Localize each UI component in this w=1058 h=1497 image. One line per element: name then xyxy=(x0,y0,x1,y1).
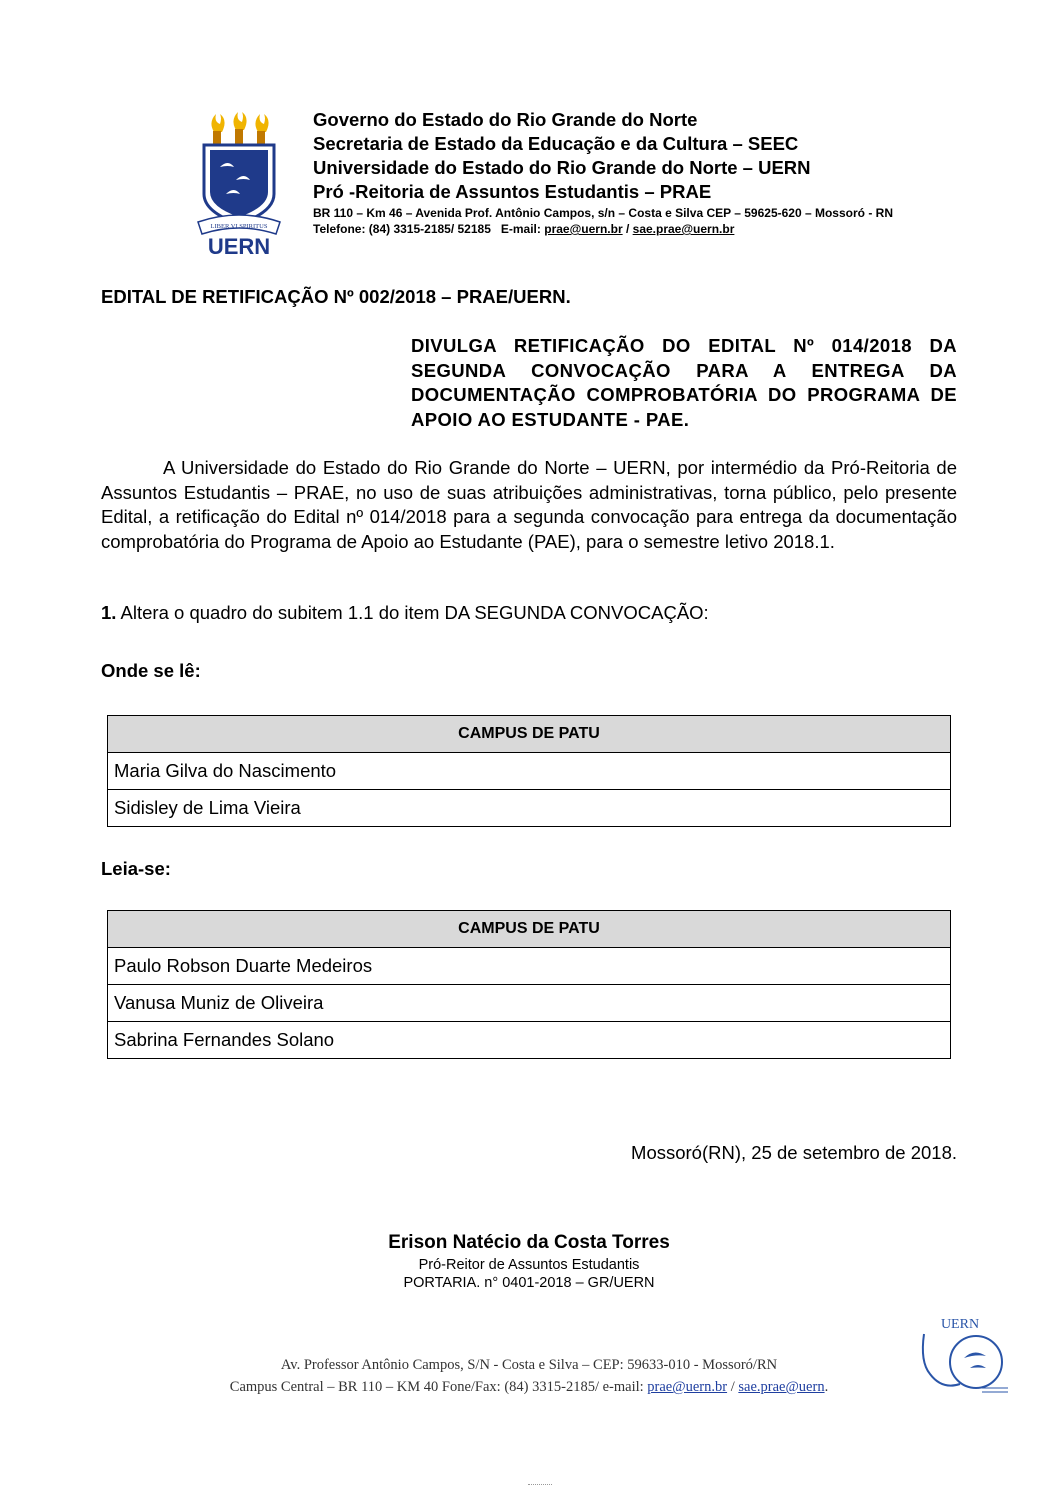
footer-email-link-2[interactable]: sae.prae@uern xyxy=(738,1379,825,1395)
body-paragraph xyxy=(101,456,957,554)
footer-period: . xyxy=(824,1379,829,1395)
signatory-role: Pró-Reitor de Assuntos Estudantis xyxy=(418,1257,640,1273)
uern-50-years-seal xyxy=(912,1314,1016,1398)
table-cell: Sidisley de Lima Vieira xyxy=(108,790,951,827)
date-line: Mossoró(RN), 25 de setembro de 2018. xyxy=(631,1142,957,1163)
table-row xyxy=(108,790,951,827)
edital-title: EDITAL DE RETIFICAÇÃO Nº 002/2018 – PRAE/UERN. xyxy=(101,286,571,307)
table-header: CAMPUS DE PATU xyxy=(108,911,951,948)
table-row xyxy=(108,1022,951,1059)
footer-email-link[interactable]: prae@uern.br xyxy=(647,1379,728,1395)
table-cell: Paulo Robson Duarte Medeiros xyxy=(108,948,951,985)
header-address: BR 110 – Km 46 – Avenida Prof. Antônio Campos, s/n – Costa e Silva CEP – 59625-620 – Mossoró - RN xyxy=(313,206,893,220)
item-1-number: 1. xyxy=(101,602,117,623)
signatory-name: Erison Natécio da Costa Torres xyxy=(388,1232,670,1253)
item-1 xyxy=(101,602,709,624)
footer-contact-text: Campus Central – BR 110 – KM 40 Fone/Fax: (84) 3315-2185/ e-mail: xyxy=(229,1379,648,1395)
item-1-text: Altera o quadro do subitem 1.1 do item DA SEGUNDA CONVOCAÇÃO: xyxy=(116,602,709,623)
signatory-portaria: PORTARIA. n° 0401-2018 – GR/UERN xyxy=(403,1275,655,1291)
body-paragraph-text: A Universidade do Estado do Rio Grande do Norte – UERN, por intermédio da Pró-Reitoria de Assuntos Estudantis – PRAE, no uso de suas atribuições administrativas, torna público, pelo presente Edital, a retificação do Edital nº 014/2018 para a segunda convocação para entrega da documentação comprobatória do Programa de Apoio ao Estudante (PAE), para o semestre letivo 2018.1. xyxy=(101,457,957,552)
table-cell: Vanusa Muniz de Oliveira xyxy=(108,985,951,1022)
bird-icon xyxy=(964,1352,986,1368)
header-government: Governo do Estado do Rio Grande do Norte xyxy=(313,109,698,130)
header-email-link[interactable]: prae@uern.br xyxy=(544,222,623,236)
table-row xyxy=(108,753,951,790)
table-row xyxy=(108,985,951,1022)
page-marker xyxy=(528,1484,552,1491)
torch-icon xyxy=(255,114,268,145)
edital-summary: DIVULGA RETIFICAÇÃO DO EDITAL Nº 014/2018 DA SEGUNDA CONVOCAÇÃO PARA A ENTREGA DA DOCUMENTAÇÃO COMPROBATÓRIA DO PROGRAMA DE APOIO AO ESTUDANTE - PAE. xyxy=(411,335,957,430)
header-email-separator: / xyxy=(622,222,633,236)
footer-address: Av. Professor Antônio Campos, S/N - Costa e Silva – CEP: 59633-010 - Mossoró/RN xyxy=(280,1357,778,1373)
torch-icon xyxy=(211,114,224,145)
leia-se-table xyxy=(107,910,951,1059)
table-cell: Sabrina Fernandes Solano xyxy=(108,1022,951,1059)
table-cell: Maria Gilva do Nascimento xyxy=(108,753,951,790)
onde-se-le-label: Onde se lê: xyxy=(101,660,201,681)
onde-se-le-table xyxy=(107,715,951,827)
table-header: CAMPUS DE PATU xyxy=(108,716,951,753)
table-row xyxy=(108,948,951,985)
footer-contact xyxy=(0,1379,1058,1396)
footer-email-separator: / xyxy=(727,1379,739,1395)
svg-text:UERN: UERN xyxy=(940,1317,980,1332)
header-university: Universidade do Estado do Rio Grande do Norte – UERN xyxy=(313,157,811,178)
header-secretariat: Secretaria de Estado da Educação e da Cultura – SEEC xyxy=(313,133,799,154)
svg-text:LIBER VI SPIRITUS: LIBER VI SPIRITUS xyxy=(210,223,268,230)
header-prae: Pró -Reitoria de Assuntos Estudantis – PRAE xyxy=(313,181,712,202)
svg-text:UERN: UERN xyxy=(207,234,271,258)
header-email-link-2[interactable]: sae.prae@uern.br xyxy=(632,222,735,236)
uern-logo xyxy=(196,112,282,258)
torch-icon xyxy=(233,112,246,145)
leia-se-label: Leia-se: xyxy=(101,858,171,879)
header-phone: Telefone: (84) 3315-2185/ 52185 E-mail: xyxy=(313,222,545,236)
header-contact xyxy=(313,222,734,237)
